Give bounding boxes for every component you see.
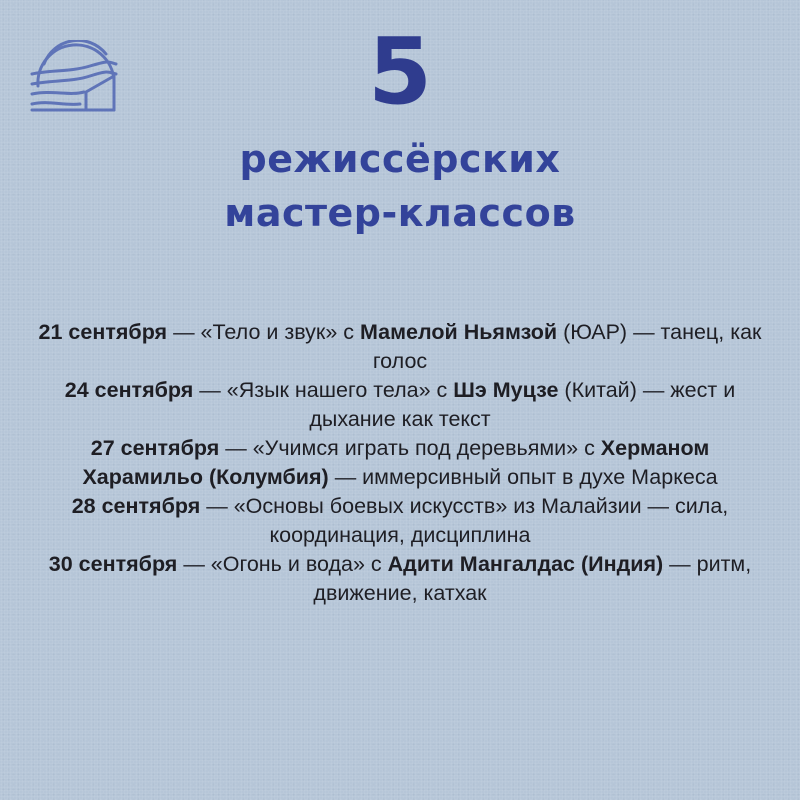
title-line-2: мастер-классов bbox=[224, 191, 576, 235]
title-line-1: режиссёрских bbox=[239, 137, 561, 181]
entry-person: Херманом Харамильо (Колумбия) bbox=[82, 436, 710, 489]
entry-date: 28 сентября bbox=[71, 494, 201, 518]
entry-description: (ЮАР) — танец, как голос bbox=[372, 320, 762, 373]
entry-date: 24 сентября bbox=[64, 378, 194, 402]
entry-title: — «Основы боевых искусств» из Малайзии — сила, координация, дисциплина bbox=[200, 494, 729, 547]
entry-date: 21 сентября bbox=[38, 320, 168, 344]
entry-description: — ритм, движение, катхак bbox=[313, 552, 752, 605]
entry-person: Мамелой Ньямзой bbox=[360, 320, 558, 344]
entry-title: — «Язык нашего тела» с bbox=[193, 378, 454, 402]
entry-title: — «Огонь и вода» с bbox=[177, 552, 388, 576]
schedule-entry bbox=[30, 492, 770, 550]
schedule-entry bbox=[30, 434, 770, 492]
schedule-entry bbox=[30, 550, 770, 608]
entry-person: Адити Мангалдас (Индия) bbox=[387, 552, 664, 576]
entry-date: 30 сентября bbox=[48, 552, 178, 576]
masterclass-count: 5 bbox=[367, 18, 432, 125]
entry-description: (Китай) — жест и дыхание как текст bbox=[309, 378, 736, 431]
entry-description: — иммерсивный опыт в духе Маркеса bbox=[328, 465, 718, 489]
entry-title: — «Учимся играть под деревьями» с bbox=[219, 436, 601, 460]
schedule-entry bbox=[30, 318, 770, 376]
schedule-entry bbox=[30, 376, 770, 434]
page-title bbox=[0, 132, 800, 240]
schedule-list bbox=[30, 318, 770, 608]
entry-date: 27 сентября bbox=[90, 436, 220, 460]
entry-person: Шэ Муцзе bbox=[453, 378, 559, 402]
entry-title: — «Тело и звук» с bbox=[167, 320, 360, 344]
